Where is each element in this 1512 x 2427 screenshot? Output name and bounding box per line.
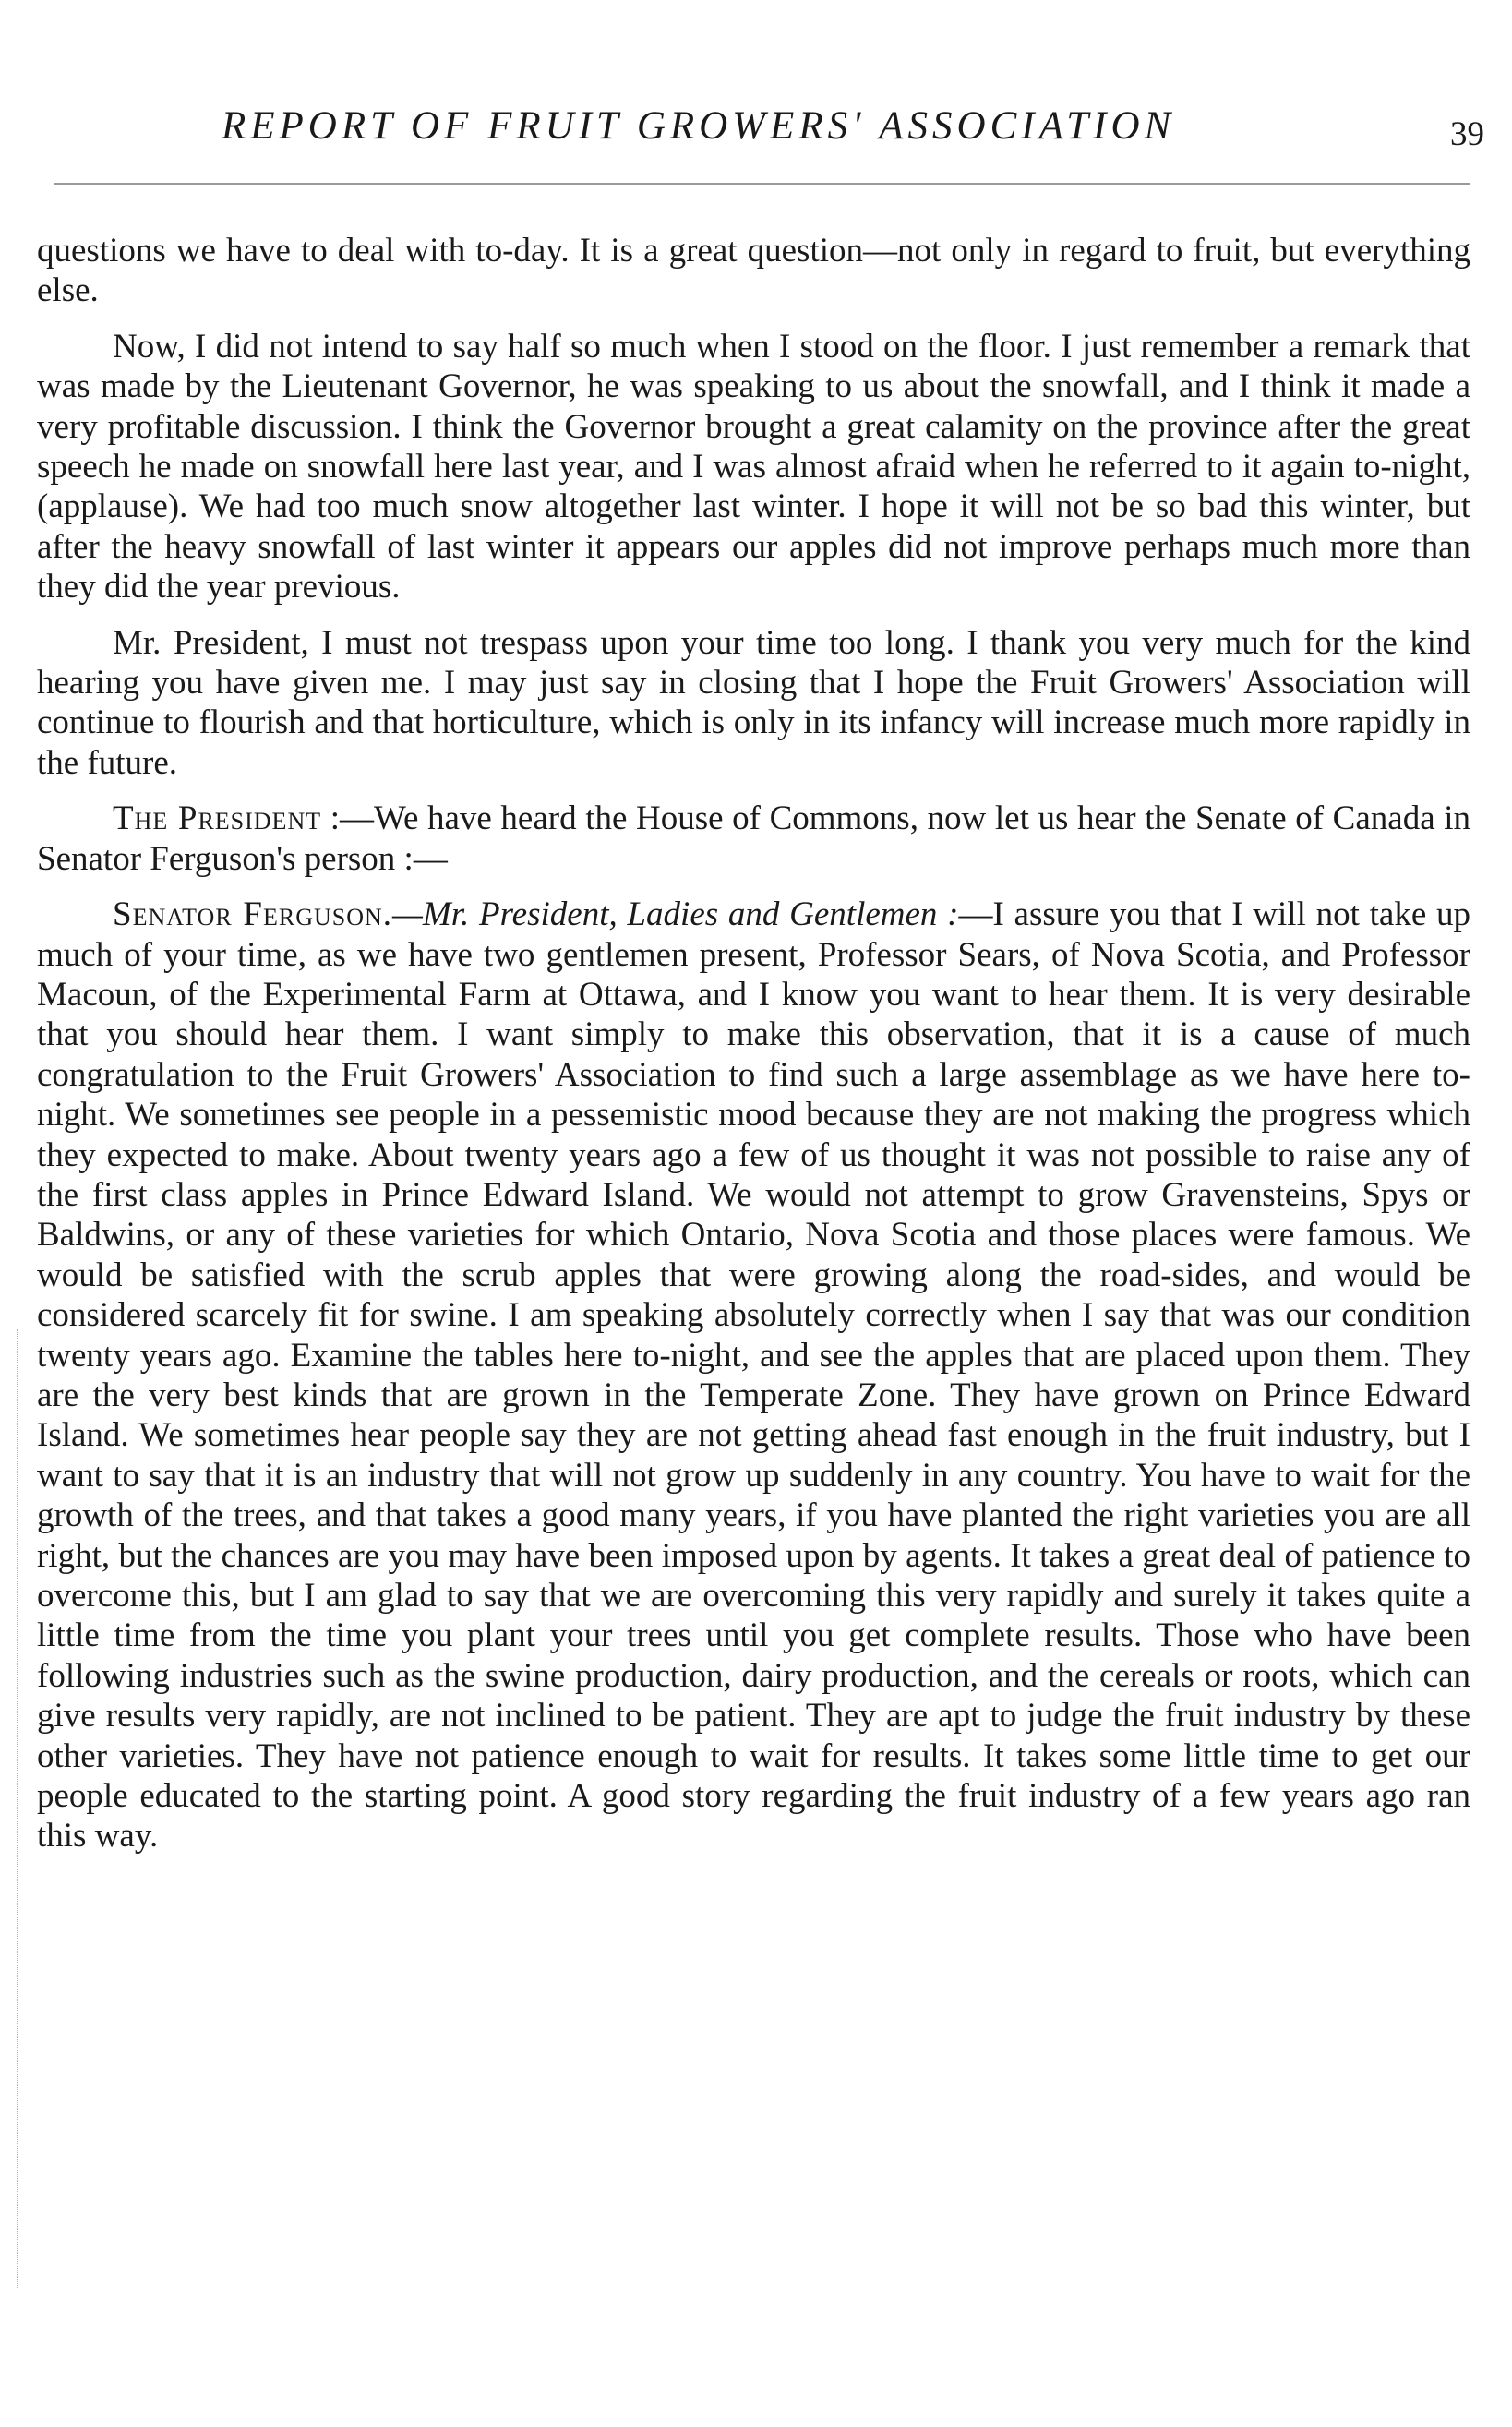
speaker-name: The President bbox=[113, 799, 322, 838]
paragraph-text: Now, I did not intend to say half so much when I stood on the floor. I just remember a remark that was made by the Lieutenant Governor, he was speaking to us about the snowfall, and I think it made a very profitable discussion. I think the Governor brought a great calamity on the province after the great speech he made on snowfall here last year, and I was almost afraid when he referred to it again to-night, (applause). We had too much snow altogether last winter. I hope it will not be so bad this winter, but after the heavy snowfall of last winter it appears our apples did not improve perhaps much more than they did the year previous. bbox=[37, 327, 1470, 607]
running-head bbox=[37, 103, 1484, 177]
salutation: —Mr. President, Ladies and Gentlemen : bbox=[392, 895, 959, 934]
page-number: 39 bbox=[1450, 115, 1484, 153]
paragraph-text: —I assure you that I will not take up much of your time, as we have two gentlemen present, Professor Sears, of Nova Scotia, and Professor Macoun, of the Experimental Farm at Ottawa, and I know you want to hear them. It is very desirable that you should hear them. I want simply to make this observation, that it is a cause of much congratulation to the Fruit Growers' Association to find such a large assemblage as we have here to-night. We sometimes see people in a pessemistic mood because they are not making the progress which they expected to make. About twenty years ago a few of us thought it was not possible to raise any of the first class apples in Prince Edward Island. We would not attempt to grow Gravensteins, Spys or Baldwins, or any of these varieties for which Ontario, Nova Scotia and those places were famous. We would be satisfied with the scrub apples that were growing along the road-sides, and would be considered scarcely fit for swine. I am speaking absolutely correctly when I say that was our condition twenty years ago. Examine the tables here to-night, and see the apples that are placed upon them. They are the very best kinds that are grown in the Temperate Zone. They have grown on Prince Edward Island. We sometimes hear people say they are not getting ahead fast enough in the fruit industry, but I want to say that it is an industry that will not grow up suddenly in any country. You have to wait for the growth of the trees, and that takes a good many years, if you have planted the right varieties you are all right, but the chances are you may have been imposed upon by agents. It takes a great deal of patience to overcome this, but I am glad to say that we are overcoming this very rapidly and surely it takes quite a little time from the time you plant your trees until you get complete results. Those who have been following industries such as the swine production, dairy production, and the cereals or roots, which can give results very rapidly, are not inclined to be patient. They are apt to judge the fruit industry by these other varieties. They have not patience enough to wait for results. It takes some little time to get our people educated to the starting point. A good story regarding the fruit industry of a few years ago ran this way. bbox=[37, 895, 1471, 1856]
header-rule bbox=[54, 183, 1470, 185]
margin-scan-mark bbox=[17, 1329, 18, 2289]
speaker-name: Senator Ferguson. bbox=[113, 895, 393, 934]
paragraph-text: Mr. President, I must not trespass upon your time too long. I thank you very much for the kind hearing you have given me. I may just say in closing that I hope the Fruit Growers' Association will continue to flourish and that horticulture, which is only in its infancy will increase much more rapidly in the future. bbox=[37, 623, 1470, 782]
paragraph-president bbox=[37, 799, 1470, 879]
paragraph-closing bbox=[37, 623, 1470, 784]
paragraph-text: questions we have to deal with to-day. It is a great question—not only in regard to fruit, but everything else. bbox=[37, 232, 1470, 310]
paragraph-text: :—We have heard the House of Commons, now let us hear the Senate of Canada in Senator Ferguson's person :— bbox=[37, 799, 1471, 878]
paragraph-snowfall bbox=[37, 327, 1470, 607]
running-title: REPORT OF FRUIT GROWERS' ASSOCIATION bbox=[222, 104, 1176, 148]
paragraph-continuation bbox=[37, 231, 1470, 311]
paragraph-senator-ferguson bbox=[37, 895, 1470, 1856]
body-text bbox=[37, 231, 1470, 1872]
